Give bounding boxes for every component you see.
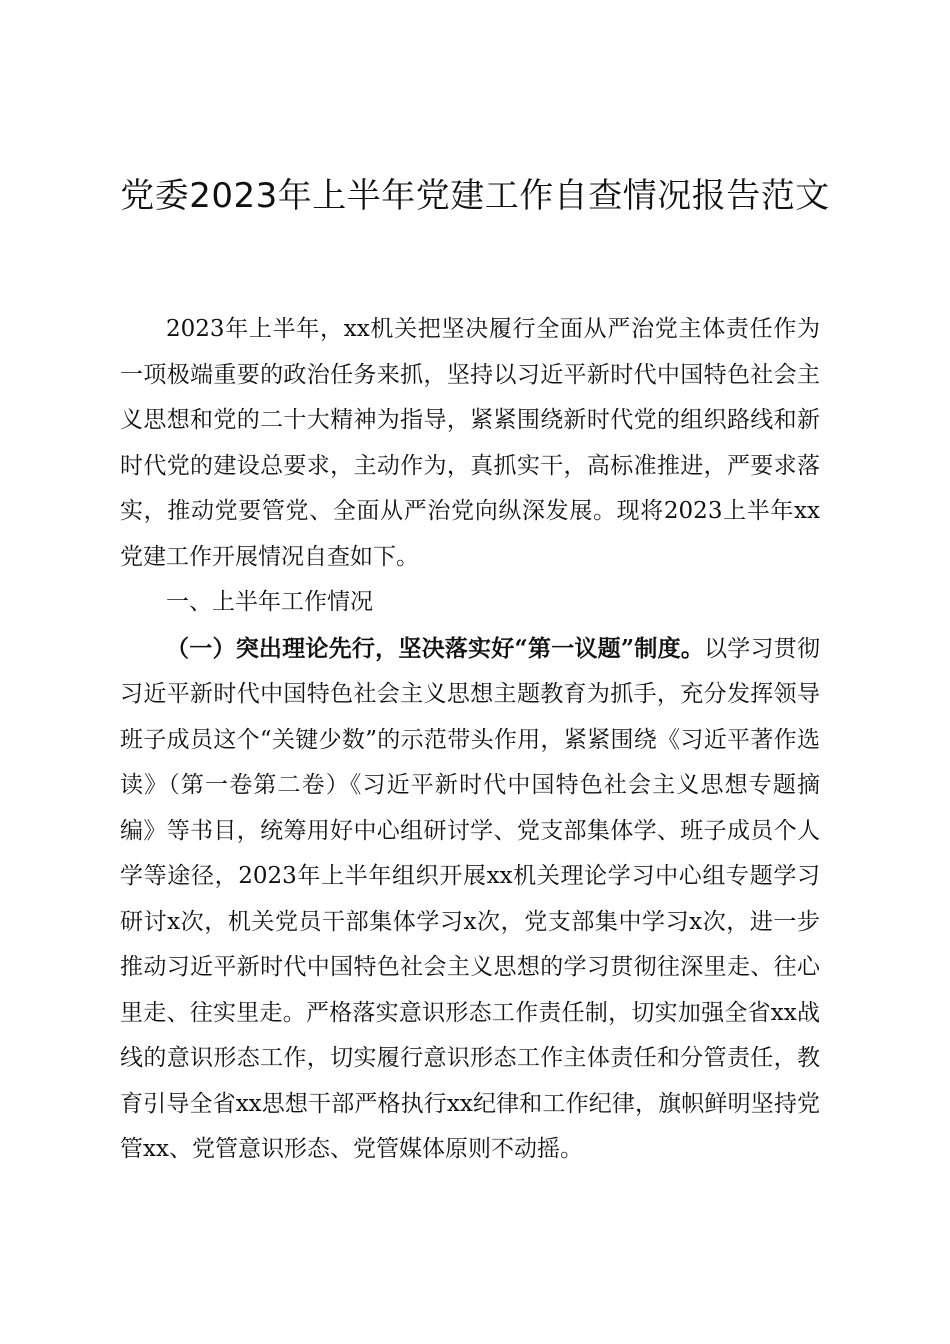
subsection-body: 以学习贯彻习近平新时代中国特色社会主义思想主题教育为抓手，充分发挥领导班子成员这个“关键少数”的示范带头作用，紧紧围绕《习近平著作选读》（第一卷第二卷）《习近平新时代中国特色社会主义思想专题摘编》等书目，统筹用好中心组研讨学、党支部集体学、班子成员个人学等途径，2023年上半年组织开展xx机关理论学习中心组专题学习研讨x次，机关党员干部集体学习x次，党支部集中学习x次，进一步推动习近平新时代中国特色社会主义思想的学习贯彻往深里走、往心里走、往实里走。严格落实意识形态工作责任制，切实加强全省xx战线的意识形态工作，切实履行意识形态工作主体责任和分管责任，教育引导全省xx思想干部严格执行xx纪律和工作纪律，旗帜鲜明坚持党管xx、党管意识形态、党管媒体原则不动摇。 bbox=[120, 635, 820, 1162]
subsection-lead: （一）突出理论先行，坚决落实好“第一议题”制度。 bbox=[166, 634, 705, 662]
intro-paragraph: 2023年上半年，xx机关把坚决履行全面从严治党主体责任作为一项极端重要的政治任务来抓，坚持以习近平新时代中国特色社会主义思想和党的二十大精神为指导，紧紧围绕新时代党的组织路线和新时代党的建设总要求，主动作为，真抓实干，高标准推进，严要求落实，推动党要管党、全面从严治党向纵深发展。现将2023上半年xx党建工作开展情况自查如下。 bbox=[120, 316, 820, 570]
document-title: 党委2023年上半年党建工作自查情况报告范文 bbox=[120, 176, 830, 216]
document-body bbox=[120, 307, 820, 1173]
section-heading: 一、上半年工作情况 bbox=[166, 589, 373, 615]
subsection-paragraph bbox=[120, 626, 820, 1173]
